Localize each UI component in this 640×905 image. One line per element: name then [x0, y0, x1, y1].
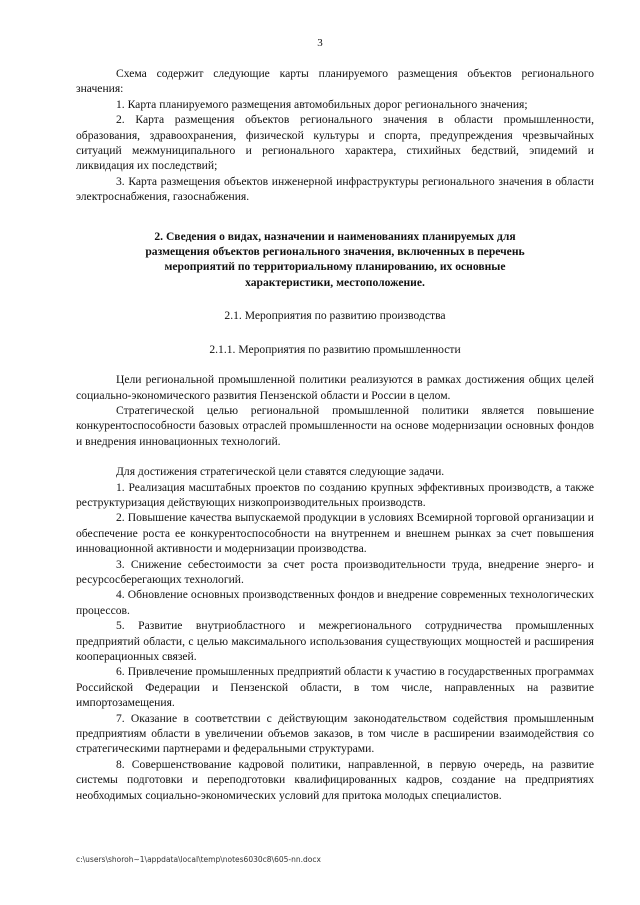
intro-item-1: 1. Карта планируемого размещения автомобильных дорог регионального значения;	[116, 97, 528, 111]
intro-item-2: 2. Карта размещения объектов регионального значения в области промышленности, образования, здравоохранения, физической культуры и спорта, предупреждения чрезвычайных ситуаций межмуниципального и регионального характера, стихийных бедствий, эпидемий и ликвидация их последствий;	[76, 113, 594, 173]
goal-paragraph-2: Стратегической целью региональной промышленной политики является повышение конкурентоспособности базовых отраслей промышленности на основе модернизации основных фондов и внедрения инновационных технологий.	[76, 403, 594, 448]
spacer	[76, 449, 594, 464]
task-item-8: 8. Совершенствование кадровой политики, направленной, в первую очередь, на развитие системы подготовки и переподготовки квалифицированных кадров, создание на предприятиях необходимых социально-экономических условий для притока молодых специалистов.	[76, 757, 594, 802]
file-path-footer: c:\users\shoroh~1\appdata\local\temp\notes6030c8\605-nn.docx	[76, 855, 321, 864]
intro-item-3: 3. Карта размещения объектов инженерной инфраструктуры регионального значения в области электроснабжения, газоснабжения.	[76, 174, 594, 204]
subsection-heading-industry: 2.1.1. Мероприятия по развитию промышленности	[209, 342, 461, 356]
task-item-2: 2. Повышение качества выпускаемой продукции в условиях Всемирной торговой организации и обеспечение роста ее конкурентоспособности на внутреннем и внешнем рынках за счет повышения инновационной активности и модернизации производства.	[76, 511, 594, 556]
subsection-heading-production: 2.1. Мероприятия по развитию производства	[224, 309, 446, 323]
section-heading: 2. Сведения о видах, назначении и наименованиях планируемых для размещения объектов регионального значения, включенных в перечень мероприятий по территориальному планированию, их основные характеристики, местоположение.	[145, 229, 525, 289]
goal-paragraph-1: Цели региональной промышленной политики реализуются в рамках достижения общих целей социально-экономического развития Пензенской области и России в целом.	[76, 373, 594, 402]
tasks-lead: Для достижения стратегической цели ставятся следующие задачи.	[116, 465, 445, 479]
task-item-7: 7. Оказание в соответствии с действующим законодательством содействия промышленным предприятиям области в увеличении объемов заказов, в том числе в расширении взаимодействия со стратегическими партнерами и федеральными структурами.	[76, 711, 594, 756]
task-item-4: 4. Обновление основных производственных фондов и внедрение современных технологических процессов.	[76, 588, 594, 617]
intro-lead: Схема содержит следующие карты планируемого размещения объектов регионального значения:	[76, 67, 594, 96]
task-item-5: 5. Развитие внутриобластного и межрегионального сотрудничества промышленных предприятий области, с целью максимального использования существующих мощностей и расширения кооперационных связей.	[76, 619, 594, 663]
spacer	[76, 357, 594, 372]
document-body	[76, 66, 594, 803]
page-number: 3	[317, 37, 323, 49]
task-item-3: 3. Снижение себестоимости за счет роста производительности труда, внедрение энерго- и ресурсосберегающих технологий.	[76, 557, 594, 586]
task-item-6: 6. Привлечение промышленных предприятий области к участию в государственных программах Российской Федерации и Пензенской области, в том числе, направленных на развитие импортозамещения.	[76, 665, 594, 710]
task-item-1: 1. Реализация масштабных проектов по созданию крупных эффективных производств, а также реструктуризация действующих низкопроизводительных производств.	[76, 480, 594, 509]
